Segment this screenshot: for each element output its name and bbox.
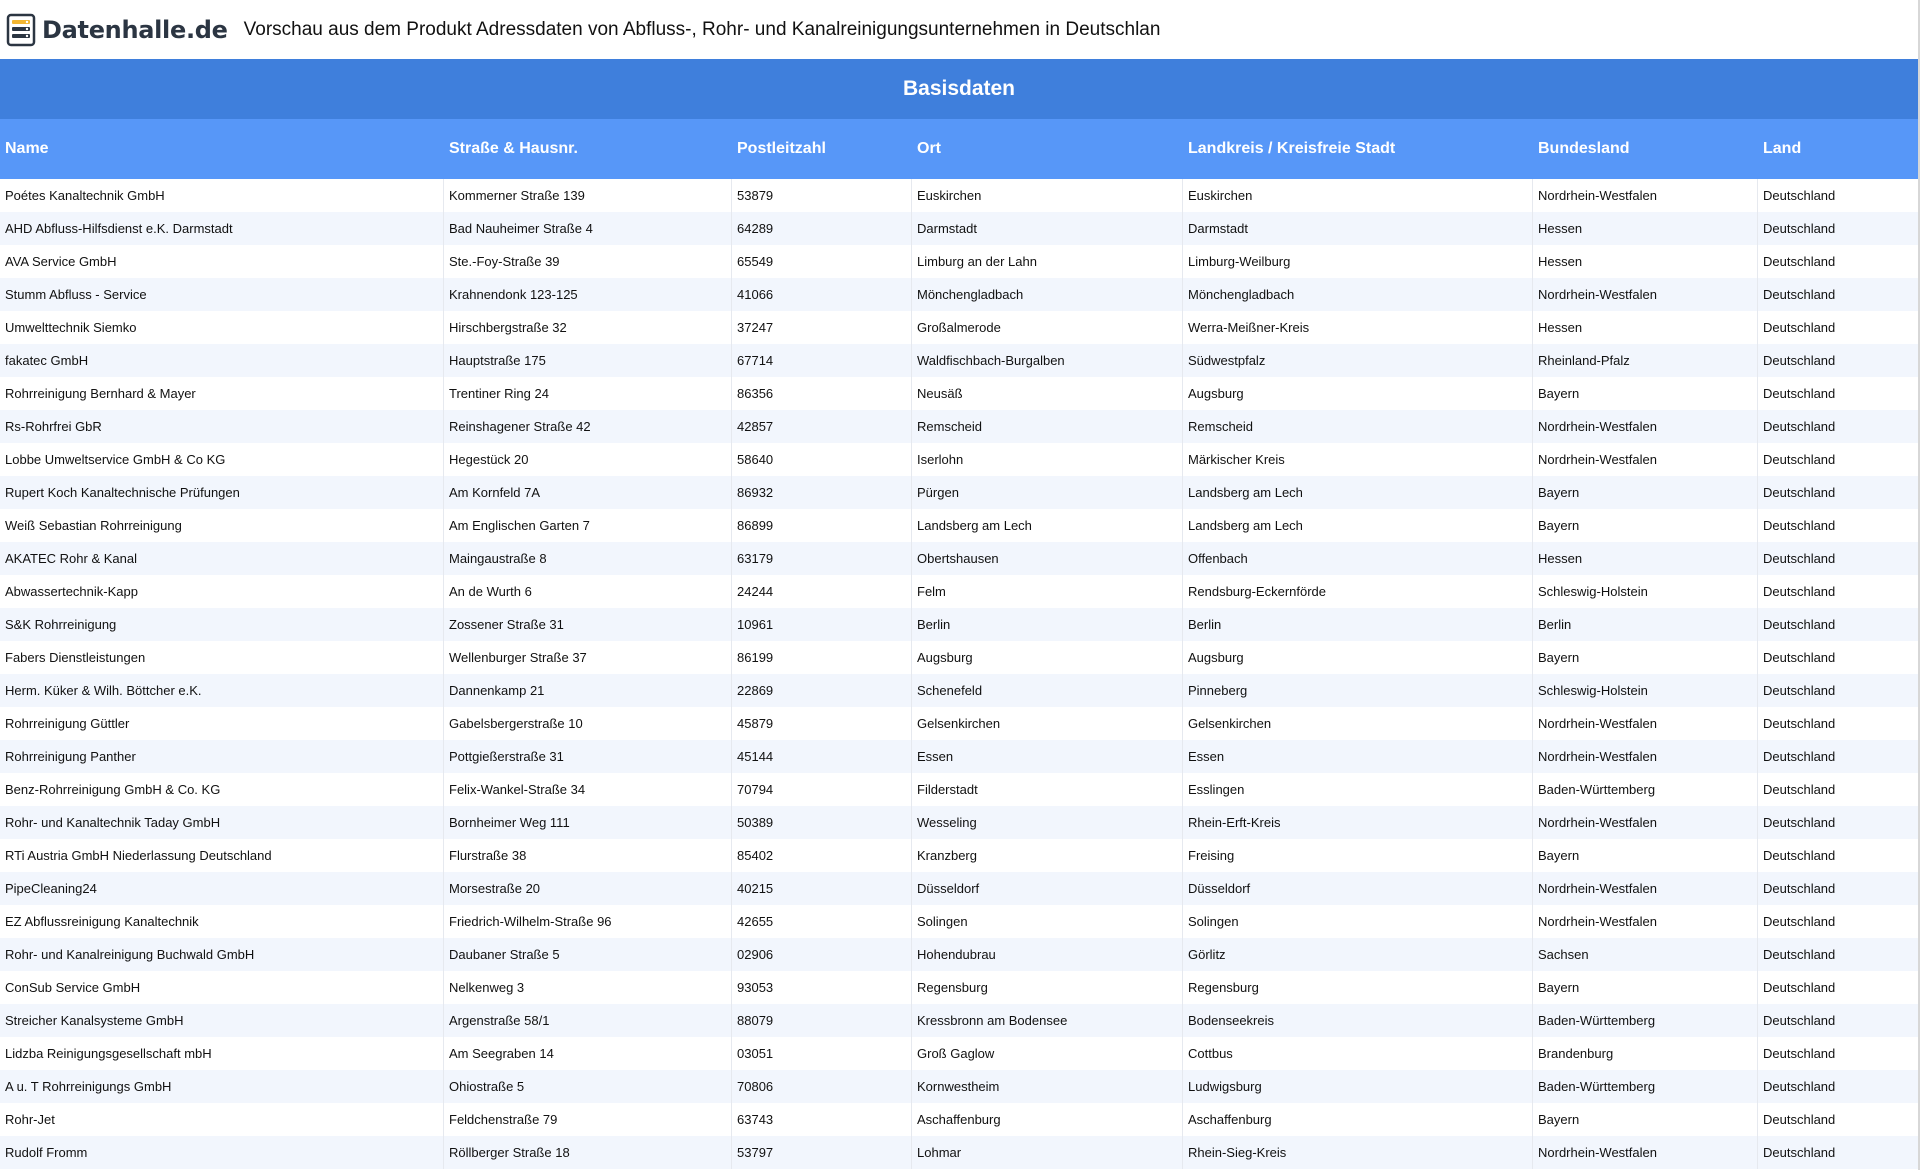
- cell-country: Deutschland: [1763, 881, 1836, 896]
- cell-postcode: 58640: [732, 443, 912, 476]
- cell-name: Herm. Küker & Wilh. Böttcher e.K.: [0, 674, 444, 707]
- cell-country: Deutschland: [1763, 716, 1836, 731]
- cell-postcode: 53797: [732, 1136, 912, 1169]
- cell-country: Deutschland: [1763, 452, 1836, 467]
- cell-district: Regensburg: [1183, 971, 1533, 1004]
- cell-state: Bayern: [1533, 476, 1758, 509]
- cell-city: Wesseling: [912, 806, 1183, 839]
- cell-country: Deutschland: [1763, 551, 1836, 566]
- cell-name: Poétes Kanaltechnik GmbH: [0, 179, 444, 212]
- cell-name: AKATEC Rohr & Kanal: [0, 542, 444, 575]
- cell-country: Deutschland: [1763, 914, 1836, 929]
- cell-country: Deutschland: [1763, 254, 1836, 269]
- cell-city: Iserlohn: [912, 443, 1183, 476]
- cell-city: Düsseldorf: [912, 872, 1183, 905]
- column-header-postcode[interactable]: Postleitzahl: [737, 140, 826, 157]
- cell-postcode: 86199: [732, 641, 912, 674]
- cell-postcode: 67714: [732, 344, 912, 377]
- cell-postcode: 45144: [732, 740, 912, 773]
- cell-state: Nordrhein-Westfalen: [1533, 707, 1758, 740]
- cell-district: Pinneberg: [1183, 674, 1533, 707]
- cell-street: Wellenburger Straße 37: [444, 641, 732, 674]
- cell-state: Schleswig-Holstein: [1533, 674, 1758, 707]
- cell-city: Gelsenkirchen: [912, 707, 1183, 740]
- table-row[interactable]: [0, 608, 1918, 641]
- cell-country: Deutschland: [1763, 749, 1836, 764]
- cell-street: Röllberger Straße 18: [444, 1136, 732, 1169]
- logo-text: Datenhalle.de: [42, 15, 228, 44]
- cell-city: Pürgen: [912, 476, 1183, 509]
- cell-district: Augsburg: [1183, 377, 1533, 410]
- cell-street: Trentiner Ring 24: [444, 377, 732, 410]
- cell-name: AVA Service GmbH: [0, 245, 444, 278]
- table-row[interactable]: [0, 245, 1918, 278]
- table-row[interactable]: [0, 707, 1918, 740]
- table-row[interactable]: [0, 410, 1918, 443]
- cell-state: Nordrhein-Westfalen: [1533, 806, 1758, 839]
- cell-street: Pottgießerstraße 31: [444, 740, 732, 773]
- cell-name: Rohrreinigung Bernhard & Mayer: [0, 377, 444, 410]
- cell-postcode: 86356: [732, 377, 912, 410]
- cell-street: Am Seegraben 14: [444, 1037, 732, 1070]
- cell-street: An de Wurth 6: [444, 575, 732, 608]
- cell-state: Bayern: [1533, 509, 1758, 542]
- cell-name: Benz-Rohrreinigung GmbH & Co. KG: [0, 773, 444, 806]
- cell-country: Deutschland: [1763, 485, 1836, 500]
- cell-state: Bayern: [1533, 839, 1758, 872]
- cell-name: Rohr- und Kanalreinigung Buchwald GmbH: [0, 938, 444, 971]
- cell-city: Solingen: [912, 905, 1183, 938]
- cell-district: Landsberg am Lech: [1183, 509, 1533, 542]
- cell-street: Dannenkamp 21: [444, 674, 732, 707]
- cell-city: Hohendubrau: [912, 938, 1183, 971]
- cell-country: Deutschland: [1763, 1046, 1836, 1061]
- cell-postcode: 53879: [732, 179, 912, 212]
- column-header-district[interactable]: Landkreis / Kreisfreie Stadt: [1188, 140, 1396, 157]
- cell-country: Deutschland: [1763, 386, 1836, 401]
- cell-city: Lohmar: [912, 1136, 1183, 1169]
- cell-street: Flurstraße 38: [444, 839, 732, 872]
- cell-postcode: 63743: [732, 1103, 912, 1136]
- table-row[interactable]: [0, 542, 1918, 575]
- cell-district: Cottbus: [1183, 1037, 1533, 1070]
- cell-postcode: 02906: [732, 938, 912, 971]
- cell-state: Hessen: [1533, 212, 1758, 245]
- cell-district: Solingen: [1183, 905, 1533, 938]
- cell-country: Deutschland: [1763, 650, 1836, 665]
- cell-state: Sachsen: [1533, 938, 1758, 971]
- cell-state: Bayern: [1533, 641, 1758, 674]
- cell-name: Umwelttechnik Siemko: [0, 311, 444, 344]
- cell-city: Filderstadt: [912, 773, 1183, 806]
- table-row[interactable]: [0, 641, 1918, 674]
- cell-postcode: 86932: [732, 476, 912, 509]
- cell-city: Großalmerode: [912, 311, 1183, 344]
- cell-state: Bayern: [1533, 971, 1758, 1004]
- database-stack-icon: [6, 13, 38, 47]
- cell-street: Hirschbergstraße 32: [444, 311, 732, 344]
- cell-country: Deutschland: [1763, 287, 1836, 302]
- cell-name: Lidzba Reinigungsgesellschaft mbH: [0, 1037, 444, 1070]
- cell-postcode: 70806: [732, 1070, 912, 1103]
- cell-district: Mönchengladbach: [1183, 278, 1533, 311]
- table-row[interactable]: [0, 476, 1918, 509]
- cell-postcode: 24244: [732, 575, 912, 608]
- cell-country: Deutschland: [1763, 782, 1836, 797]
- table-row[interactable]: [0, 212, 1918, 245]
- cell-country: Deutschland: [1763, 353, 1836, 368]
- column-header-country[interactable]: Land: [1763, 140, 1802, 157]
- logo[interactable]: [6, 13, 228, 47]
- cell-street: Bornheimer Weg 111: [444, 806, 732, 839]
- cell-name: EZ Abflussreinigung Kanaltechnik: [0, 905, 444, 938]
- cell-district: Rendsburg-Eckernförde: [1183, 575, 1533, 608]
- cell-state: Nordrhein-Westfalen: [1533, 278, 1758, 311]
- cell-postcode: 45879: [732, 707, 912, 740]
- table-row[interactable]: [0, 1037, 1918, 1070]
- cell-state: Nordrhein-Westfalen: [1533, 905, 1758, 938]
- cell-country: Deutschland: [1763, 1013, 1836, 1028]
- cell-district: Rhein-Erft-Kreis: [1183, 806, 1533, 839]
- cell-street: Bad Nauheimer Straße 4: [444, 212, 732, 245]
- cell-name: Fabers Dienstleistungen: [0, 641, 444, 674]
- cell-street: Hauptstraße 175: [444, 344, 732, 377]
- cell-country: Deutschland: [1763, 518, 1836, 533]
- table-row[interactable]: [0, 773, 1918, 806]
- cell-city: Regensburg: [912, 971, 1183, 1004]
- cell-postcode: 88079: [732, 1004, 912, 1037]
- cell-state: Bayern: [1533, 1103, 1758, 1136]
- cell-street: Krahnendonk 123-125: [444, 278, 732, 311]
- cell-city: Kranzberg: [912, 839, 1183, 872]
- cell-postcode: 40215: [732, 872, 912, 905]
- table-row[interactable]: [0, 971, 1918, 1004]
- cell-street: Kommerner Straße 139: [444, 179, 732, 212]
- cell-country: Deutschland: [1763, 1079, 1836, 1094]
- cell-postcode: 64289: [732, 212, 912, 245]
- cell-city: Mönchengladbach: [912, 278, 1183, 311]
- cell-district: Offenbach: [1183, 542, 1533, 575]
- cell-country: Deutschland: [1763, 815, 1836, 830]
- cell-street: Friedrich-Wilhelm-Straße 96: [444, 905, 732, 938]
- cell-postcode: 03051: [732, 1037, 912, 1070]
- cell-name: PipeCleaning24: [0, 872, 444, 905]
- cell-state: Nordrhein-Westfalen: [1533, 740, 1758, 773]
- cell-street: Ste.-Foy-Straße 39: [444, 245, 732, 278]
- cell-district: Limburg-Weilburg: [1183, 245, 1533, 278]
- cell-district: Darmstadt: [1183, 212, 1533, 245]
- cell-city: Essen: [912, 740, 1183, 773]
- table-body: [0, 179, 1918, 1169]
- cell-postcode: 85402: [732, 839, 912, 872]
- cell-city: Landsberg am Lech: [912, 509, 1183, 542]
- cell-city: Kressbronn am Bodensee: [912, 1004, 1183, 1037]
- table-row[interactable]: [0, 1103, 1918, 1136]
- table-row[interactable]: [0, 179, 1918, 212]
- cell-postcode: 22869: [732, 674, 912, 707]
- cell-district: Gelsenkirchen: [1183, 707, 1533, 740]
- cell-name: Stumm Abfluss - Service: [0, 278, 444, 311]
- cell-district: Düsseldorf: [1183, 872, 1533, 905]
- cell-district: Essen: [1183, 740, 1533, 773]
- table-row[interactable]: [0, 905, 1918, 938]
- table-header: [0, 119, 1918, 179]
- cell-name: Weiß Sebastian Rohrreinigung: [0, 509, 444, 542]
- cell-city: Augsburg: [912, 641, 1183, 674]
- cell-state: Nordrhein-Westfalen: [1533, 443, 1758, 476]
- cell-name: Rudolf Fromm: [0, 1136, 444, 1169]
- cell-name: RTi Austria GmbH Niederlassung Deutschland: [0, 839, 444, 872]
- table-row[interactable]: [0, 872, 1918, 905]
- cell-name: A u. T Rohrreinigungs GmbH: [0, 1070, 444, 1103]
- cell-postcode: 93053: [732, 971, 912, 1004]
- cell-state: Baden-Württemberg: [1533, 1004, 1758, 1037]
- cell-city: Felm: [912, 575, 1183, 608]
- cell-district: Euskirchen: [1183, 179, 1533, 212]
- cell-postcode: 41066: [732, 278, 912, 311]
- table-row[interactable]: [0, 344, 1918, 377]
- cell-postcode: 10961: [732, 608, 912, 641]
- cell-city: Euskirchen: [912, 179, 1183, 212]
- cell-district: Freising: [1183, 839, 1533, 872]
- cell-street: Morsestraße 20: [444, 872, 732, 905]
- cell-district: Märkischer Kreis: [1183, 443, 1533, 476]
- cell-country: Deutschland: [1763, 188, 1836, 203]
- section-header: [0, 59, 1918, 119]
- cell-street: Reinshagener Straße 42: [444, 410, 732, 443]
- table-row[interactable]: [0, 509, 1918, 542]
- column-header-state[interactable]: Bundesland: [1538, 140, 1630, 157]
- cell-state: Hessen: [1533, 245, 1758, 278]
- cell-state: Baden-Württemberg: [1533, 1070, 1758, 1103]
- cell-city: Obertshausen: [912, 542, 1183, 575]
- cell-district: Rhein-Sieg-Kreis: [1183, 1136, 1533, 1169]
- cell-street: Hegestück 20: [444, 443, 732, 476]
- cell-name: Streicher Kanalsysteme GmbH: [0, 1004, 444, 1037]
- cell-district: Remscheid: [1183, 410, 1533, 443]
- cell-name: Rupert Koch Kanaltechnische Prüfungen: [0, 476, 444, 509]
- cell-state: Berlin: [1533, 608, 1758, 641]
- cell-name: Rohrreinigung Panther: [0, 740, 444, 773]
- cell-postcode: 42655: [732, 905, 912, 938]
- cell-postcode: 42857: [732, 410, 912, 443]
- cell-street: Felix-Wankel-Straße 34: [444, 773, 732, 806]
- cell-district: Augsburg: [1183, 641, 1533, 674]
- cell-district: Bodenseekreis: [1183, 1004, 1533, 1037]
- cell-street: Daubaner Straße 5: [444, 938, 732, 971]
- cell-street: Am Englischen Garten 7: [444, 509, 732, 542]
- cell-district: Landsberg am Lech: [1183, 476, 1533, 509]
- cell-district: Werra-Meißner-Kreis: [1183, 311, 1533, 344]
- cell-postcode: 37247: [732, 311, 912, 344]
- cell-country: Deutschland: [1763, 980, 1836, 995]
- table-row[interactable]: [0, 1136, 1918, 1169]
- table-row[interactable]: [0, 839, 1918, 872]
- page-title: Vorschau aus dem Produkt Adressdaten von Abfluss-, Rohr- und Kanalreinigungsunternehmen in Deutschlan: [243, 18, 1161, 40]
- cell-district: Görlitz: [1183, 938, 1533, 971]
- column-header-street[interactable]: Straße & Hausnr.: [449, 140, 578, 157]
- cell-street: Argenstraße 58/1: [444, 1004, 732, 1037]
- cell-name: ConSub Service GmbH: [0, 971, 444, 1004]
- cell-district: Esslingen: [1183, 773, 1533, 806]
- cell-street: Feldchenstraße 79: [444, 1103, 732, 1136]
- cell-state: Nordrhein-Westfalen: [1533, 179, 1758, 212]
- cell-district: Ludwigsburg: [1183, 1070, 1533, 1103]
- cell-state: Bayern: [1533, 377, 1758, 410]
- cell-state: Hessen: [1533, 311, 1758, 344]
- cell-city: Waldfischbach-Burgalben: [912, 344, 1183, 377]
- cell-state: Schleswig-Holstein: [1533, 575, 1758, 608]
- table-row[interactable]: [0, 443, 1918, 476]
- cell-postcode: 50389: [732, 806, 912, 839]
- cell-country: Deutschland: [1763, 617, 1836, 632]
- cell-district: Berlin: [1183, 608, 1533, 641]
- column-header-city[interactable]: Ort: [917, 140, 941, 157]
- cell-name: Rs-Rohrfrei GbR: [0, 410, 444, 443]
- table-row[interactable]: [0, 1070, 1918, 1103]
- cell-state: Baden-Württemberg: [1533, 773, 1758, 806]
- cell-street: Maingaustraße 8: [444, 542, 732, 575]
- cell-country: Deutschland: [1763, 1112, 1836, 1127]
- table-row[interactable]: [0, 740, 1918, 773]
- cell-name: Rohr- und Kanaltechnik Taday GmbH: [0, 806, 444, 839]
- cell-district: Südwestpfalz: [1183, 344, 1533, 377]
- cell-postcode: 65549: [732, 245, 912, 278]
- cell-name: S&K Rohrreinigung: [0, 608, 444, 641]
- cell-street: Am Kornfeld 7A: [444, 476, 732, 509]
- table-row[interactable]: [0, 938, 1918, 971]
- cell-name: Rohr-Jet: [0, 1103, 444, 1136]
- table-row[interactable]: [0, 278, 1918, 311]
- cell-city: Darmstadt: [912, 212, 1183, 245]
- cell-postcode: 63179: [732, 542, 912, 575]
- cell-country: Deutschland: [1763, 1145, 1836, 1160]
- cell-postcode: 86899: [732, 509, 912, 542]
- cell-name: Abwassertechnik-Kapp: [0, 575, 444, 608]
- table-row[interactable]: [0, 311, 1918, 344]
- cell-country: Deutschland: [1763, 848, 1836, 863]
- cell-state: Rheinland-Pfalz: [1533, 344, 1758, 377]
- cell-country: Deutschland: [1763, 584, 1836, 599]
- cell-state: Nordrhein-Westfalen: [1533, 872, 1758, 905]
- cell-state: Nordrhein-Westfalen: [1533, 410, 1758, 443]
- cell-city: Berlin: [912, 608, 1183, 641]
- cell-name: Rohrreinigung Güttler: [0, 707, 444, 740]
- cell-name: AHD Abfluss-Hilfsdienst e.K. Darmstadt: [0, 212, 444, 245]
- cell-city: Kornwestheim: [912, 1070, 1183, 1103]
- cell-street: Zossener Straße 31: [444, 608, 732, 641]
- cell-district: Aschaffenburg: [1183, 1103, 1533, 1136]
- cell-state: Brandenburg: [1533, 1037, 1758, 1070]
- cell-street: Ohiostraße 5: [444, 1070, 732, 1103]
- cell-city: Groß Gaglow: [912, 1037, 1183, 1070]
- cell-country: Deutschland: [1763, 683, 1836, 698]
- cell-city: Aschaffenburg: [912, 1103, 1183, 1136]
- table-row[interactable]: [0, 674, 1918, 707]
- cell-street: Gabelsbergerstraße 10: [444, 707, 732, 740]
- table-row[interactable]: [0, 1004, 1918, 1037]
- cell-state: Hessen: [1533, 542, 1758, 575]
- section-title: Basisdaten: [902, 77, 1016, 100]
- cell-postcode: 70794: [732, 773, 912, 806]
- cell-country: Deutschland: [1763, 320, 1836, 335]
- cell-street: Nelkenweg 3: [444, 971, 732, 1004]
- table-row[interactable]: [0, 377, 1918, 410]
- cell-name: Lobbe Umweltservice GmbH & Co KG: [0, 443, 444, 476]
- column-header-name[interactable]: Name: [5, 140, 49, 157]
- cell-city: Limburg an der Lahn: [912, 245, 1183, 278]
- cell-city: Remscheid: [912, 410, 1183, 443]
- cell-country: Deutschland: [1763, 947, 1836, 962]
- cell-name: fakatec GmbH: [0, 344, 444, 377]
- top-bar: [0, 0, 1920, 59]
- cell-city: Neusäß: [912, 377, 1183, 410]
- cell-state: Nordrhein-Westfalen: [1533, 1136, 1758, 1169]
- cell-country: Deutschland: [1763, 221, 1836, 236]
- table-row[interactable]: [0, 806, 1918, 839]
- cell-city: Schenefeld: [912, 674, 1183, 707]
- cell-country: Deutschland: [1763, 419, 1836, 434]
- table-row[interactable]: [0, 575, 1918, 608]
